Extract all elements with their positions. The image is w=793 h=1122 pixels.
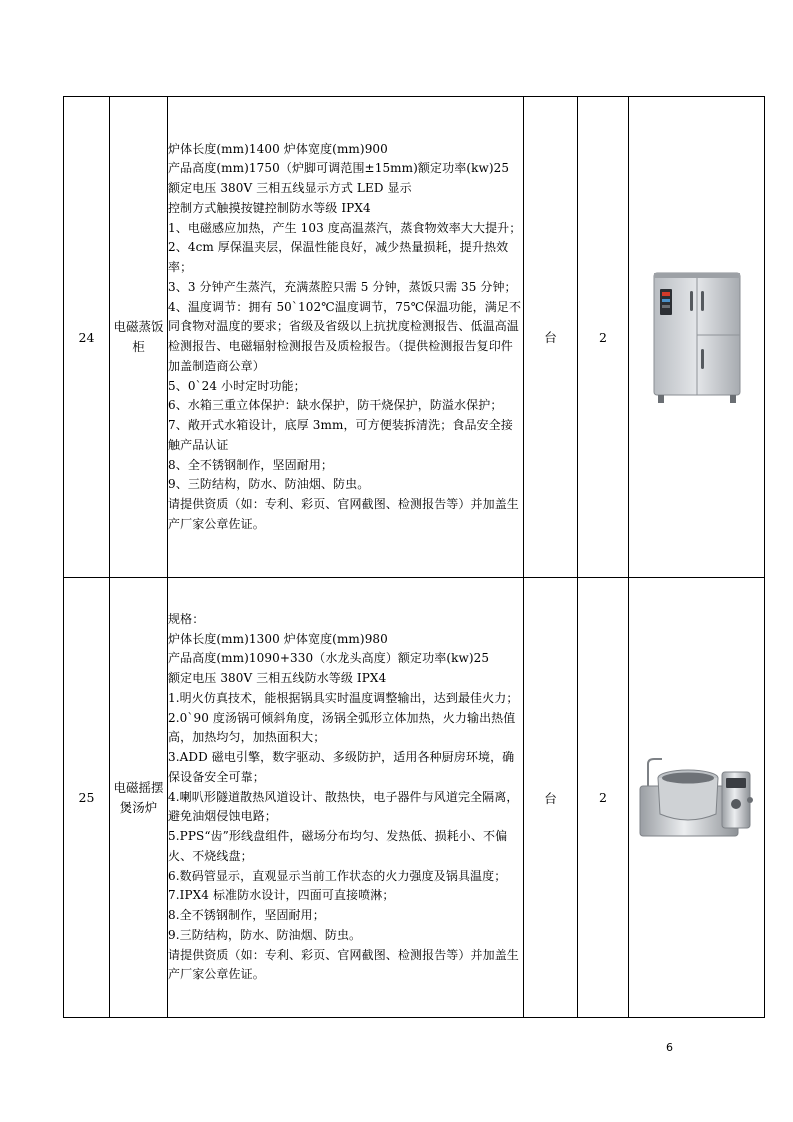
unit-cell: 台 bbox=[524, 578, 578, 1018]
table-row bbox=[64, 578, 765, 1018]
spec-line: 5.PPS“齿”形线盘组件，磁场分布均匀、发热低、损耗小、不偏火、不烧线盘； bbox=[168, 829, 508, 863]
spec-line: 2.0`90 度汤锅可倾斜角度，汤锅全弧形立体加热，火力输出热值高，加热均匀，加热面积大； bbox=[168, 710, 516, 745]
spec-line: 额定电压 380V 三相五线防水等级 IPX4 bbox=[168, 671, 387, 686]
spec-line: 4、温度调节：拥有 50`102℃温度调节，75℃保温功能，满足不同食物对温度的要求；省级及省级以上抗扰度检测报告、低温高温检测报告、电磁辐射检测报告及质检报告。（提供检测报告复印件加盖制造商公章） bbox=[168, 299, 522, 373]
spec-line: 8、全不锈钢制作，坚固耐用； bbox=[168, 457, 334, 472]
row-number: 24 bbox=[64, 97, 110, 578]
spec-line: 6、水箱三重立体保护：缺水保护，防干烧保护，防溢水保护； bbox=[168, 398, 503, 413]
spec-line: 请提供资质（如：专利、彩页、官网截图、检测报告等）并加盖生产厂家公章佐证。 bbox=[168, 947, 519, 982]
quantity-cell: 2 bbox=[578, 578, 629, 1018]
spec-line: 5、0`24 小时定时功能； bbox=[168, 378, 306, 393]
page-number: 6 bbox=[666, 1041, 673, 1054]
spec-line: 1、电磁感应加热，产生 103 度高温蒸汽，蒸食物效率大大提升； bbox=[168, 220, 522, 235]
spec-line: 请提供资质（如：专利、彩页、官网截图、检测报告等）并加盖生产厂家公章佐证。 bbox=[168, 497, 519, 531]
spec-line: 控制方式触摸按键控制防水等级 IPX4 bbox=[168, 200, 371, 215]
item-name: 电磁摇摆煲汤炉 bbox=[110, 578, 168, 1018]
spec-line: 2、4cm 厚保温夹层，保温性能良好，减少热量损耗，提升热效率； bbox=[168, 240, 509, 274]
product-image-cell bbox=[629, 578, 765, 1018]
spec-line: 炉体长度(mm)1300 炉体宽度(mm)980 bbox=[168, 631, 388, 646]
unit-cell: 台 bbox=[524, 97, 578, 578]
product-image-cell bbox=[629, 97, 765, 578]
item-name: 电磁蒸饭柜 bbox=[110, 97, 168, 578]
spec-line: 炉体长度(mm)1400 炉体宽度(mm)900 bbox=[168, 141, 388, 156]
spec-line: 额定电压 380V 三相五线显示方式 LED 显示 bbox=[168, 181, 412, 195]
table-row bbox=[64, 97, 765, 578]
steam-cabinet-icon bbox=[650, 267, 744, 407]
quantity-cell: 2 bbox=[578, 97, 629, 578]
spec-description bbox=[168, 578, 524, 1018]
spec-description bbox=[168, 97, 524, 578]
spec-line: 产品高度(mm)1750（炉脚可调范围±15mm)额定功率(kw)25 bbox=[168, 161, 510, 176]
spec-line: 4.喇叭形隧道散热风道设计、散热快，电子器件与风道完全隔离，避免油烟侵蚀电路； bbox=[168, 789, 519, 824]
spec-line: 6.数码管显示，直观显示当前工作状态的火力强度及锅具温度； bbox=[168, 868, 507, 883]
spec-line: 3.ADD 磁电引擎，数字驱动、多级防护，适用各种厨房环境，确保设备安全可靠； bbox=[168, 750, 515, 784]
spec-line: 8.全不锈钢制作，坚固耐用； bbox=[168, 908, 325, 923]
spec-line: 9、三防结构，防水、防油烟、防虫。 bbox=[168, 477, 370, 492]
spec-line: 规格： bbox=[168, 611, 205, 626]
tilting-soup-kettle-icon bbox=[636, 756, 758, 840]
spec-line: 3、3 分钟产生蒸汽，充满蒸腔只需 5 分钟，蒸饭只需 35 分钟； bbox=[168, 279, 517, 294]
spec-line: 7.IPX4 标准防水设计，四面可直接喷淋； bbox=[168, 888, 395, 903]
row-number: 25 bbox=[64, 578, 110, 1018]
spec-line: 1.明火仿真技术，能根据锅具实时温度调整输出，达到最佳火力； bbox=[168, 690, 519, 705]
spec-line: 产品高度(mm)1090+330（水龙头高度）额定功率(kw)25 bbox=[168, 651, 490, 666]
spec-line: 9.三防结构，防水、防油烟、防虫。 bbox=[168, 927, 362, 942]
spec-table bbox=[63, 96, 765, 1018]
spec-line: 7、敞开式水箱设计，底厚 3mm，可方便装拆清洗；食品安全接触产品认证 bbox=[168, 418, 513, 452]
